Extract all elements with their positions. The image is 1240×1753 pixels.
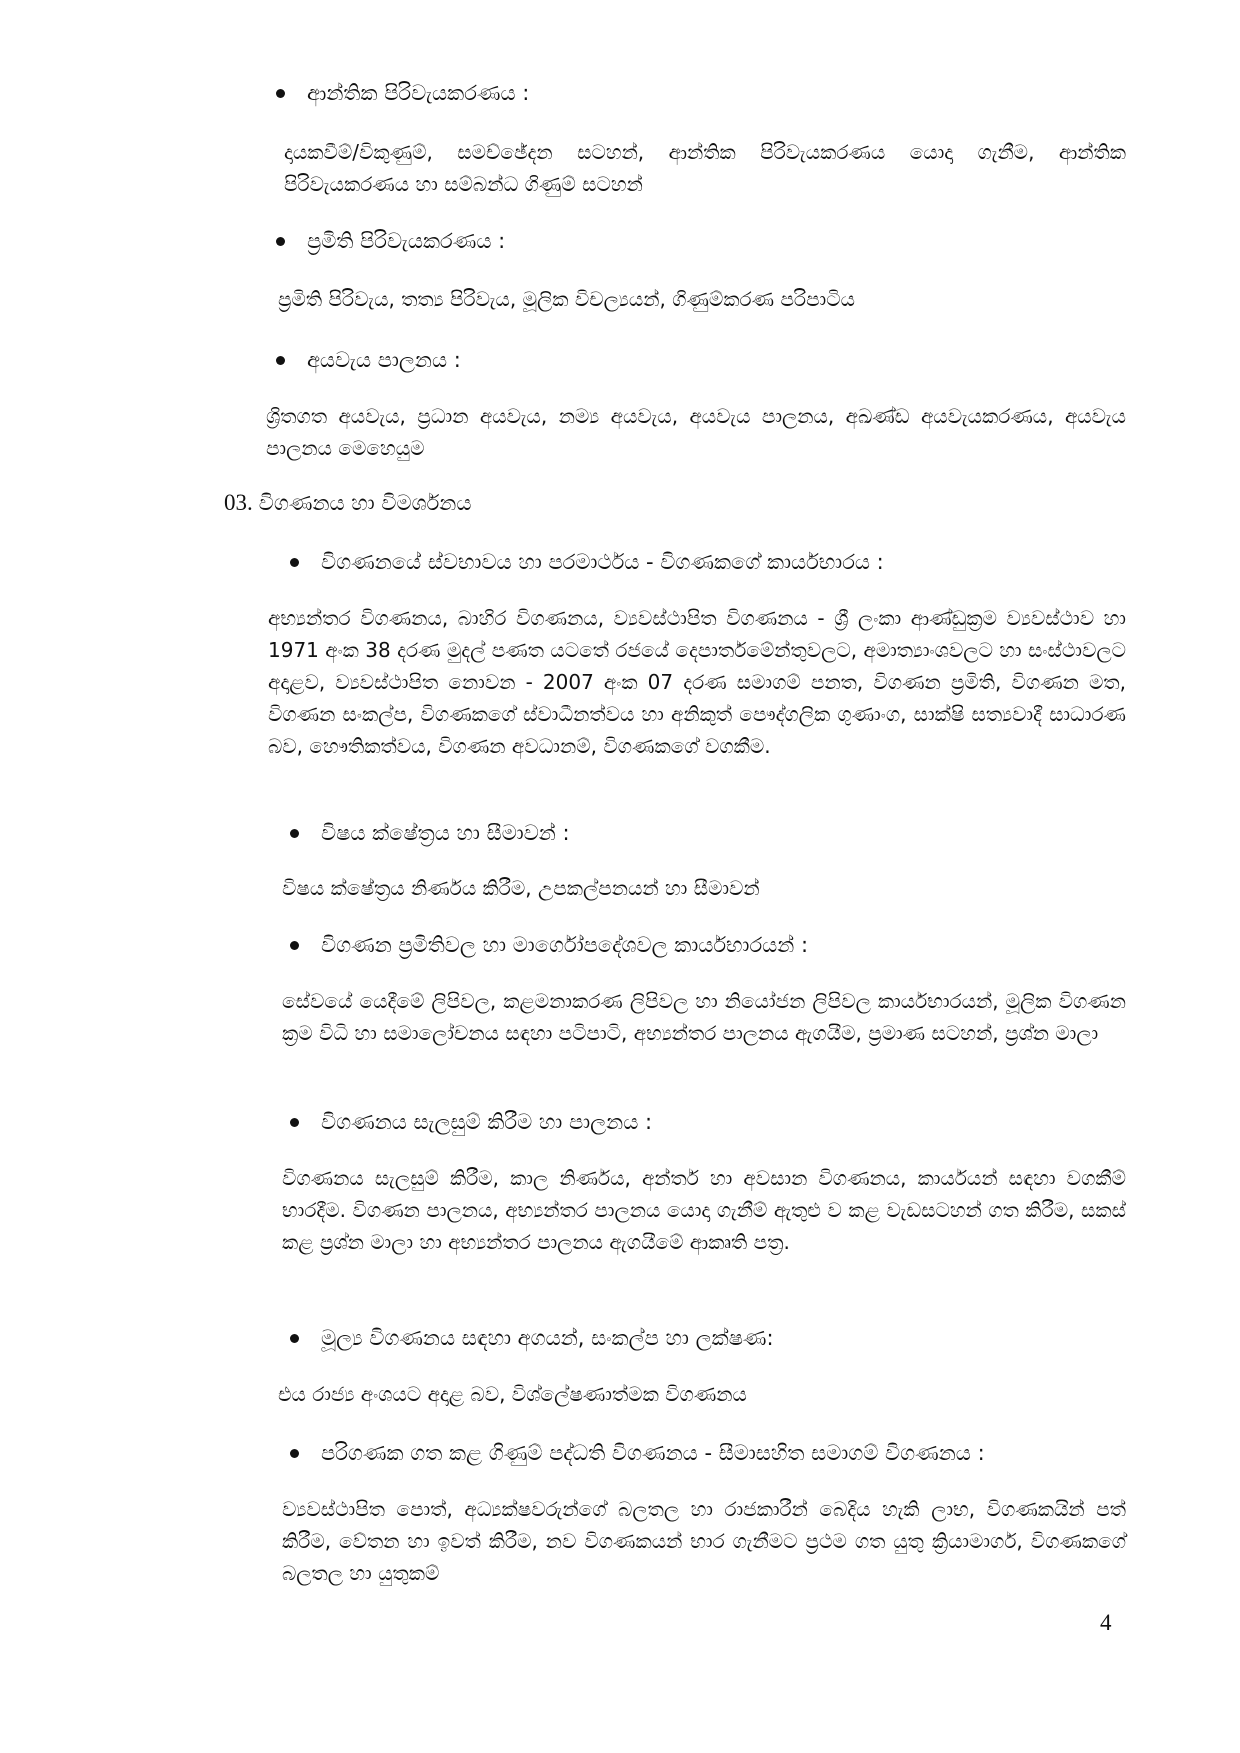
bullet-title: ප්‍රමිති පිරිවැයකරණය : [307, 229, 506, 253]
bullet-computerised-audit [290, 1438, 985, 1468]
bullet-icon [276, 89, 285, 98]
paragraph-audit-planning: විගණනය සැලසුම් කිරීම, කාල නිර්ණය, අන්තර් හා අවසාන විගණනය, කාර්යයන් සඳහා වගකීම් භාරදීම. විගණන පාලනය, අභ්‍යන්තර පාලනය යොදා ගැනීම් ඇතුළු ව කළ වැඩසටහන් ගත කිරීම, සකස් කළ ප්‍රශ්න මාලා හා අභ්‍යන්තර පාලනය ඇගයීමේ ආකෘති පත්‍ර. [282, 1166, 1126, 1254]
bullet-title: විෂය ක්ෂේත්‍රය හා සීමාවන් : [321, 821, 570, 845]
bullet-audit-planning [290, 1107, 652, 1137]
bullet-title: විගණනය සැලසුම් කිරීම හා පාලනය : [321, 1110, 653, 1134]
bullet-standard-costing [276, 226, 505, 256]
bullet-budget-control [276, 345, 461, 375]
paragraph-scope-and-limits: විෂය ක්ෂේත්‍රය නිර්ණය කිරීම, උපකල්පනයන් හා සීමාවන් [282, 876, 760, 900]
paragraph-computerised-audit: ව්‍යවස්ථාපිත පොත්, අධ්‍යක්ෂවරුන්ගේ බලතල හා රාජකාරීන් බෙදිය හැකි ලාභ, විගණකයින් පත් කිරීම, වේතන හා ඉවත් කිරීම, නව විගණකයන් භාර ගැනීමට ප්‍රථම ගත යුතු ක්‍රියාමාර්ග, විගණකගේ බලතල හා යුතුකම් [282, 1497, 1126, 1585]
bullet-icon [290, 829, 299, 838]
bullet-icon [290, 1449, 299, 1458]
bullet-icon [290, 1334, 299, 1343]
bullet-icon [290, 1118, 299, 1127]
bullet-title: මූල්‍ය විගණනය සඳහා අගයන්, සංකල්ප හා ලක්ෂණ: [321, 1326, 774, 1350]
bullet-title: ආන්තික පිරිවැයකරණය : [307, 81, 530, 105]
paragraph-nature-of-audit: අභ්‍යන්තර විගණනය, බාහිර විගණනය, ව්‍යවස්ථාපිත විගණනය - ශ්‍රී ලංකා ආණ්ඩුක්‍රම ව්‍යවස්ථාව හා 1971 අංක 38 දරණ මුදල් පණත යටතේ රජයේ දෙපාර්තමේන්තුවලට, අමාත්‍යාංශවලට හා සංස්ථාවලට අදාළව, ව්‍යවස්ථාපිත නොවන - 2007 අංක 07 දරණ සමාගම් පනත, විගණන ප්‍රමිති, විගණන මත, විගණන සංකල්ප, විගණකගේ ස්වාධීනත්වය හා අනිකුත් පෞද්ගලික ගුණාංග, සාක්ෂි සත්‍යවාදී සාධාරණ බව, හෞතිකත්වය, විගණන අවධානම්, විගණකගේ වගකීම. [268, 606, 1126, 758]
bullet-title: පරිගණක ගත කළ ගිණුම් පද්ධති විගණනය - සීමාසහිත සමාගම් විගණනය : [321, 1441, 985, 1465]
paragraph-marginal-costing: දායකවීම්/විකුණුම්, සමච්ඡේදන සටහන්, ආන්තික පිරිවැයකරණය යොදා ගැනීම, ආන්තික පිරිවැයකරණය හා සම්බන්ධ ගිණුම් සටහන් [284, 140, 1126, 196]
bullet-audit-standards [290, 930, 808, 960]
bullet-title: විගණනයේ ස්වභාවය හා පරමාර්ථය - විගණකගේ කාර්යභාරය : [321, 550, 884, 574]
page-number: 4 [1100, 1610, 1112, 1635]
bullet-icon [276, 356, 285, 365]
bullet-marginal-costing [276, 78, 529, 108]
section-number: 03. [224, 490, 253, 515]
section-title: විගණනය හා විමර්ශනය [258, 491, 472, 515]
bullet-icon [276, 237, 285, 246]
paragraph-standard-costing: ප්‍රමිති පිරිවැය, තත්‍ය පිරිවැය, මූලික විචල්‍යයන්, ගිණුම්කරණ පරිපාටිය [278, 287, 855, 311]
bullet-scope-and-limits [290, 818, 570, 848]
paragraph-audit-standards: සේවයේ යෙදීමේ ලිපිවල, කළමනාකරණ ලිපිවල හා නියෝජන ලිපිවල කාර්යභාරයන්, මූලික විගණන ක්‍රම විධි හා සමාලෝචනය සඳහා පටිපාටි, අභ්‍යන්තර පාලනය ඇගයීම, ප්‍රමාණ සටහන්, ප්‍රශ්න මාලා [282, 989, 1126, 1045]
bullet-icon [290, 558, 299, 567]
bullet-title: විගණන ප්‍රමිතිවල හා මාර්ගෝපදේශවල කාර්යභාරයන් : [321, 933, 809, 957]
paragraph-budget-control: ශ්‍රිතගත අයවැය, ප්‍රධාන අයවැය, නම්‍ය අයවැය, අයවැය පාලනය, අඛණ්ඩ අයවැයකරණය, අයවැය පාලනය මෙහෙයුම [266, 404, 1126, 460]
paragraph-financial-audit-values: එය රාජ්‍ය අංශයට අදාළ බව, විශ්ලේෂණාත්මක විගණනය [278, 1382, 747, 1406]
bullet-icon [290, 941, 299, 950]
bullet-financial-audit-values [290, 1323, 774, 1353]
bullet-nature-of-audit [290, 547, 884, 577]
bullet-title: අයවැය පාලනය : [307, 348, 461, 372]
section-heading [224, 488, 471, 518]
